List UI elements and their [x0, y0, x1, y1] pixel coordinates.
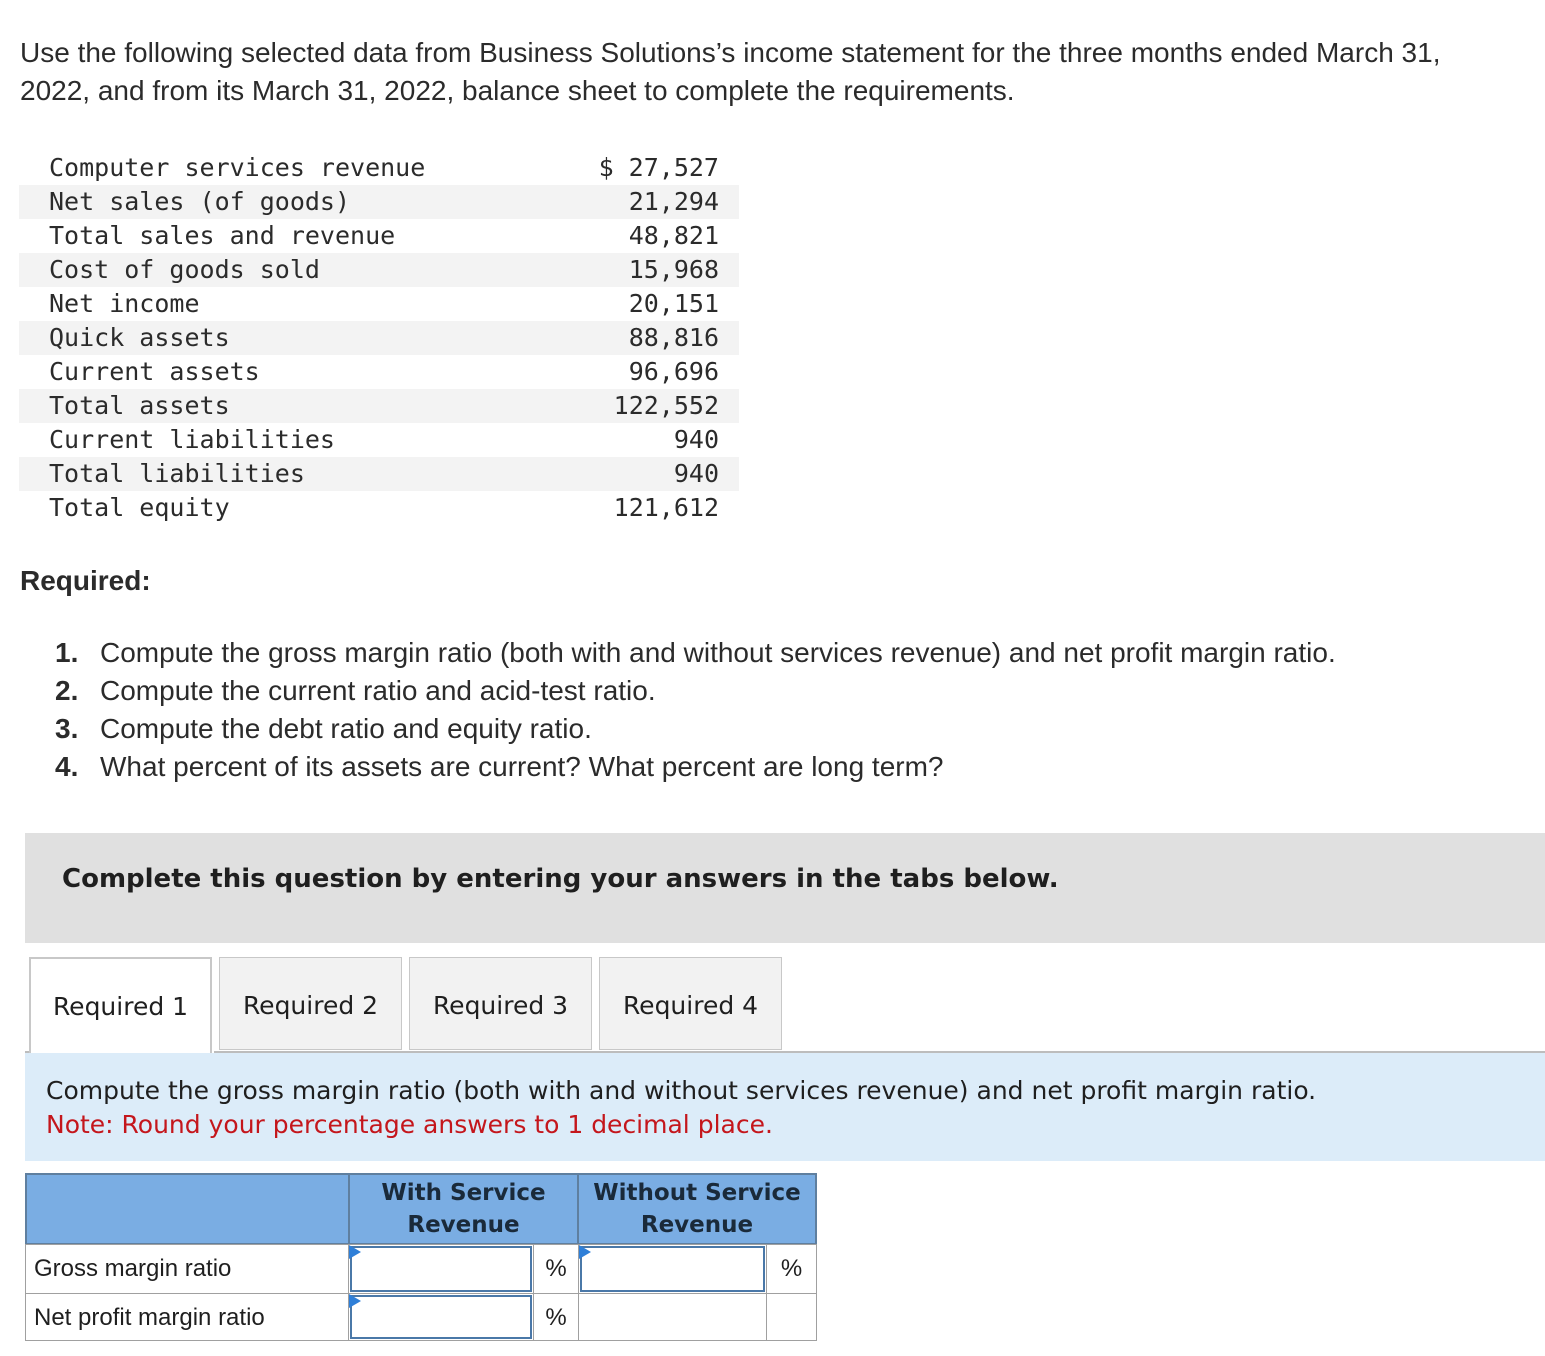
row-label: Total equity — [49, 493, 230, 522]
row-label: Current liabilities — [49, 425, 335, 454]
list-item — [55, 634, 1336, 672]
empty-cell — [578, 1293, 767, 1341]
row-value: 21,294 — [554, 185, 739, 219]
tab-required-1[interactable]: Required 1 — [29, 957, 212, 1053]
item-text: Compute the current ratio and acid-test ratio. — [100, 675, 656, 706]
flag-icon — [349, 1294, 361, 1308]
gross-margin-with-cell — [348, 1244, 534, 1294]
item-number: 1. — [55, 637, 79, 668]
net-profit-margin-with-input[interactable] — [350, 1295, 532, 1339]
row-label: Total liabilities — [19, 457, 554, 491]
row-label-gross-margin: Gross margin ratio — [25, 1244, 349, 1294]
row-label: Net income — [49, 289, 200, 318]
percent-unit: % — [766, 1244, 817, 1294]
row-label: Total sales and revenue — [49, 221, 396, 250]
banner-text: Complete this question by entering your answers in the tabs below. — [62, 864, 1059, 894]
empty-cell — [766, 1293, 817, 1341]
row-value: 20,151 — [628, 289, 719, 318]
tab-required-3[interactable]: Required 3 — [409, 957, 592, 1050]
requirements-list — [55, 634, 1336, 786]
row-value: 88,816 — [554, 321, 739, 355]
table-row — [19, 321, 739, 355]
table-row — [19, 185, 739, 219]
header-blank-cell — [25, 1173, 350, 1245]
required-heading: Required: — [20, 565, 151, 596]
table-row — [19, 151, 739, 185]
row-value: 121,612 — [613, 493, 719, 522]
table-row — [19, 389, 739, 423]
row-label: Computer services revenue — [49, 153, 426, 182]
table-row — [19, 355, 739, 389]
table-row — [19, 287, 739, 321]
item-number: 3. — [55, 713, 79, 744]
item-text: Compute the debt ratio and equity ratio. — [100, 713, 592, 744]
item-number: 4. — [55, 751, 79, 782]
header-without-service — [577, 1173, 817, 1245]
percent-unit: % — [533, 1244, 579, 1294]
table-row — [19, 457, 739, 491]
row-value: 122,552 — [554, 389, 739, 423]
header-label: With Service — [381, 1180, 546, 1206]
list-item — [55, 672, 1336, 710]
row-label: Net sales (of goods) — [19, 185, 554, 219]
table-row — [19, 423, 739, 457]
row-value: 15,968 — [554, 253, 739, 287]
row-label-net-profit-margin: Net profit margin ratio — [25, 1293, 349, 1341]
table-row — [19, 219, 739, 253]
table-row — [19, 491, 739, 525]
header-with-service — [348, 1173, 579, 1245]
gross-margin-without-cell — [578, 1244, 767, 1294]
instruction-text: Compute the gross margin ratio (both with and without services revenue) and net profit margin ratio. — [46, 1076, 1317, 1105]
selected-data-table — [19, 151, 739, 525]
percent-unit: % — [533, 1293, 579, 1341]
flag-icon — [579, 1245, 591, 1259]
tab-required-2[interactable]: Required 2 — [219, 957, 402, 1050]
gross-margin-without-input[interactable] — [580, 1246, 765, 1292]
list-item — [55, 710, 1336, 748]
item-text: Compute the gross margin ratio (both with and without services revenue) and net profit margin ratio. — [100, 637, 1336, 668]
row-value: 940 — [673, 425, 719, 454]
row-value: 940 — [554, 457, 739, 491]
row-label: Current assets — [49, 357, 260, 386]
table-row — [19, 253, 739, 287]
row-value: $ 27,527 — [598, 153, 719, 182]
net-profit-margin-with-cell — [348, 1293, 534, 1341]
list-item — [55, 748, 1336, 786]
row-label: Cost of goods sold — [19, 253, 554, 287]
item-number: 2. — [55, 675, 79, 706]
header-label: Revenue — [640, 1212, 754, 1238]
tab-instruction-panel — [25, 1053, 1545, 1161]
item-text: What percent of its assets are current? What percent are long term? — [100, 751, 944, 782]
tab-required-4[interactable]: Required 4 — [599, 957, 782, 1050]
header-label: Revenue — [407, 1212, 520, 1238]
row-label: Total assets — [19, 389, 554, 423]
instructions-banner — [25, 833, 1545, 943]
row-value: 96,696 — [628, 357, 719, 386]
flag-icon — [349, 1245, 361, 1259]
rounding-note: Note: Round your percentage answers to 1 decimal place. — [46, 1110, 773, 1139]
gross-margin-with-input[interactable] — [350, 1246, 532, 1292]
header-label: Without Service — [593, 1180, 801, 1206]
intro-text: Use the following selected data from Business Solutions’s income statement for the three months ended March 31, 2022, and from its March 31, 2022, balance sheet to complete the requirements. — [20, 37, 1441, 106]
row-label: Quick assets — [19, 321, 554, 355]
row-value: 48,821 — [628, 221, 719, 250]
